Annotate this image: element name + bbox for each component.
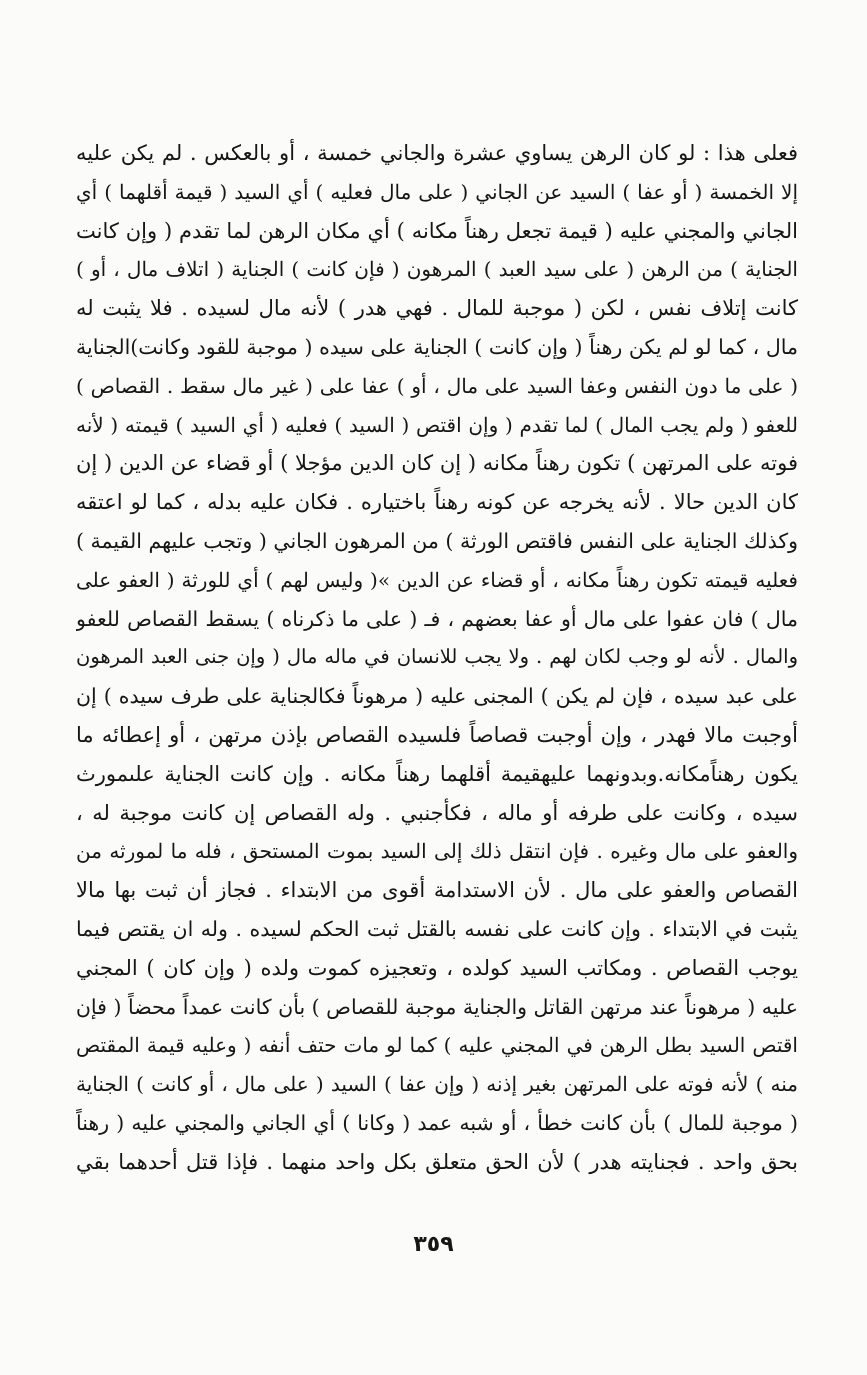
text-line: اقتص السيد بطل الرهن في المجني عليه ) كما لو مات حتف أنفه ( وعليه قيمة المقتص [76, 1033, 798, 1058]
text-line: كانت إتلاف نفس ، لكن ( موجبة للمال . فهي هدر ) لأنه مال لسيده . فلا يثبت له [76, 296, 798, 321]
text-line: ( على ما دون النفس وعفا السيد على مال ، أو ) عفا على ( غير مال سقط . القصاص ) [76, 373, 798, 398]
text-line: الجاني والمجني عليه ( قيمة تجعل رهناً مكانه ) أي مكان الرهن لما تقدم ( وإن كانت [76, 218, 798, 243]
text-line: ( موجبة للمال ) بأن كانت خطأ ، أو شبه عمد ( وكانا ) أي الجاني والمجني عليه ( رهناً [76, 1110, 798, 1135]
text-line: عليه ( مرهوناً عند مرتهن القاتل والجناية موجبة للقصاص ) بأن كانت عمداً محضاً ( فإن [76, 994, 798, 1019]
text-line: مال ) فان عفوا على مال أو عفا بعضهم ، فـ ( على ما ذكرناه ) يسقط القصاص للعفو [76, 606, 798, 631]
text-line: سيده ، وكانت على طرفه أو ماله ، فكأجنبي . وله القصاص إن كانت موجبة له ، [76, 800, 798, 825]
text-line: للعفو ( ولم يجب المال ) لما تقدم ( وإن اقتص ( السيد ) فعليه ( أي السيد ) قيمته ( لأنه [76, 412, 798, 437]
text-line: والمال . لأنه لو وجب لكان لهم . ولا يجب للانسان في ماله مال ( وإن جنى العبد المرهون [76, 645, 798, 669]
text-line: يثبت في الابتداء . وإن كانت على نفسه بالقتل ثبت الحكم لسيده . وله ان يقتص فيما [76, 916, 798, 941]
text-line: يكون رهناًمكانه.وبدونهما عليهقيمة أقلهما رهناً مكانه . وإن كانت الجناية علىمورث [76, 761, 798, 786]
text-line: بحق واحد . فجنايته هدر ) لأن الحق متعلق بكل واحد منهما . فإذا قتل أحدهما بقي [76, 1149, 798, 1174]
text-line: فعلى هذا : لو كان الرهن يساوي عشرة والجاني خمسة ، أو بالعكس . لم يكن عليه [76, 141, 798, 165]
page-number: ٣٥٩ [413, 1232, 454, 1257]
text-line: منه ) لأنه فوته على المرتهن بغير إذنه ( وإن عفا ) السيد ( على مال ، أو كانت ) الجناية [76, 1072, 798, 1097]
text-line: أوجبت مالا فهدر ، وإن أوجبت قصاصاً فلسيده القصاص بإذن مرتهن ، أو إعطائه ما [76, 722, 798, 747]
text-line: وكذلك الجناية على النفس فاقتص الورثة ) من المرهون الجاني ( وتجب عليهم القيمة ) [76, 528, 798, 553]
text-line: كان الدين حالا . لأنه يخرجه عن كونه رهناً باختياره . فكان عليه بدله ، كما لو اعتقه [76, 490, 798, 515]
text-line: إلا الخمسة ( أو عفا ) السيد عن الجاني ( على مال فعليه ) أي السيد ( قيمة أقلهما ) أي [76, 179, 798, 204]
text-line: فعليه قيمته تكون رهناً مكانه ، أو قضاء عن الدين »( وليس لهم ) أي للورثة ( العفو على [76, 567, 798, 592]
text-line: على عبد سيده ، فإن لم يكن ) المجنى عليه ( مرهوناً فكالجناية على طرف سيده ) إن [76, 684, 798, 709]
text-line: والعفو على مال وغيره . فإن انتقل ذلك إلى السيد بموت المستحق ، فله ما لمورثه من [76, 839, 798, 864]
text-line: الجناية ) من الرهن ( على سيد العبد ) المرهون ( فإن كانت ) الجناية ( اتلاف مال ، أو ) [76, 257, 798, 282]
text-line: فوته على المرتهن ) تكون رهناً مكانه ( إن كان الدين مؤجلا ) أو قضاء عن الدين ( إن [76, 451, 798, 476]
text-line: يوجب القصاص . ومكاتب السيد كولده ، وتعجيزه كموت ولده ( وإن كان ) المجني [76, 955, 798, 980]
text-line: القصاص والعفو على مال . لأن الاستدامة أقوى من الابتداء . فجاز أن ثبت بها مالا [76, 878, 798, 903]
text-line: مال ، كما لو لم يكن رهناً ( وإن كانت ) الجناية على سيده ( موجبة للقود وكانت)الجناية [76, 334, 798, 359]
body-text [76, 134, 798, 1182]
